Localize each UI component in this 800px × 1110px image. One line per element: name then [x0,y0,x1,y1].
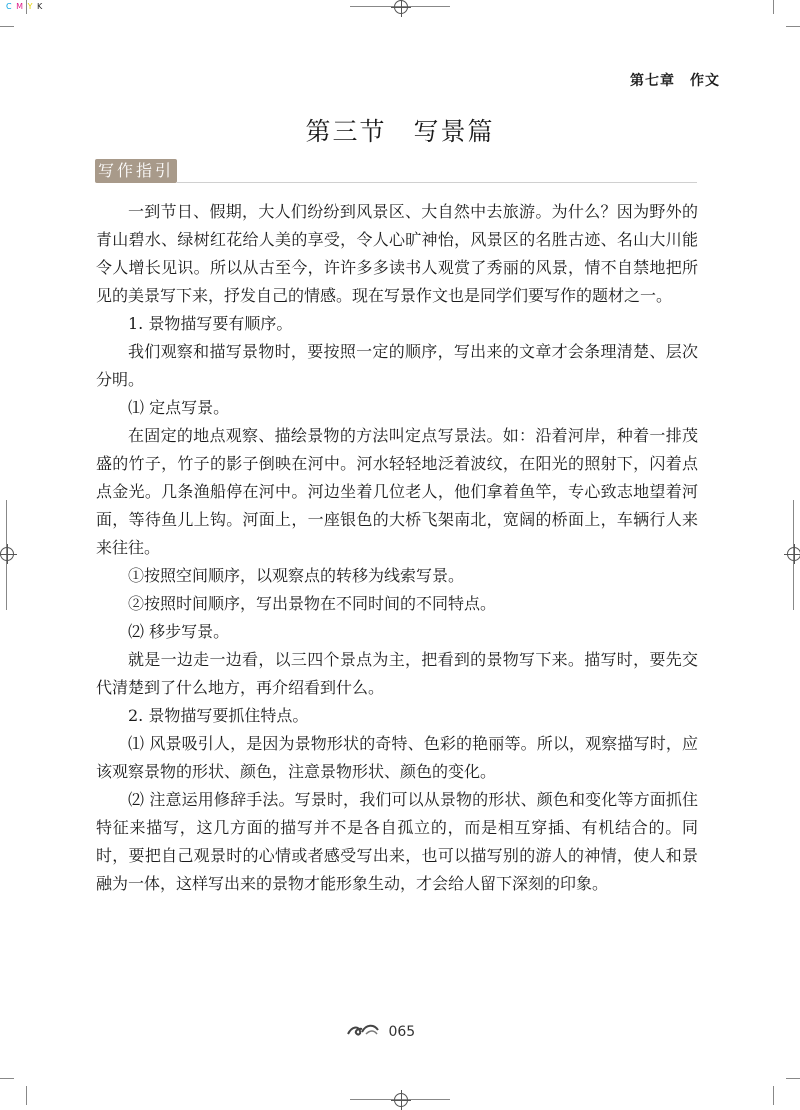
paragraph: 我们观察和描写景物时，要按照一定的顺序，写出来的文章才会条理清楚、层次分明。 [96,342,698,389]
crop-mark [0,1078,14,1079]
paragraph: ⑵ 注意运用修辞手法。写景时，我们可以从景物的形状、颜色和变化等方面抓住特征来描写，这几方面的描写并不是各自孤立的，而是相互穿插、有机结合的。同时，要把自己观景时的心情或者感受写出来，也可以描写别的游人的神情，使人和景融为一体，这样写出来的景物才能形象生动，才会给人留下深刻的印象。 [96,790,698,893]
registration-mark-right [787,547,800,561]
running-head: 第七章 作文 [630,73,720,89]
crop-mark [786,1078,800,1079]
page-number: 065 [388,1024,416,1040]
color-bar [6,2,43,11]
paragraph: ⑴ 风景吸引人，是因为景物形状的奇特、色彩的艳丽等。所以，观察描写时，应该观察景物的形状、颜色，注意景物形状、颜色的变化。 [96,734,698,781]
paragraph: ②按照时间顺序，写出景物在不同时间的不同特点。 [128,594,497,613]
registration-mark-top [394,0,408,14]
paragraph: ①按照空间顺序，以观察点的转移为线索写景。 [128,566,465,585]
paragraph: 2. 景物描写要抓住特点。 [128,706,309,725]
paragraph: 就是一边走一边看，以三四个景点为主，把看到的景物写下来。描写时，要先交代清楚到了什么地方，再介绍看到什么。 [96,650,698,697]
page-footer [346,1022,415,1042]
crop-mark [773,0,774,14]
body-text [96,198,698,898]
crop-mark [26,1086,27,1105]
paragraph: 在固定的地点观察、描绘景物的方法叫定点写景法。如：沿着河岸，种着一排茂盛的竹子，竹子的影子倒映在河中。河水轻轻地泛着波纹，在阳光的照射下，闪着点点金光。几条渔船停在河中。河边坐着几位老人，他们拿着鱼竿，专心致志地望着河面，等待鱼儿上钩。河面上，一座银色的大桥飞架南北，宽阔的桥面上，车辆行人来来往往。 [96,426,698,557]
section-badge: 写作指引 [95,159,177,183]
badge-rule [177,182,697,183]
color-bar-yellow: Y [27,2,34,11]
crop-mark [0,26,14,27]
paragraph: 1. 景物描写要有顺序。 [128,314,293,333]
crop-mark [786,26,800,27]
registration-mark-left [0,547,14,561]
swirl-icon [346,1022,380,1042]
paragraph: ⑴ 定点写景。 [128,398,230,417]
crop-mark [773,1086,774,1105]
paragraph: ⑵ 移步写景。 [128,622,230,641]
color-bar-cyan: C [6,2,13,11]
paragraph: 一到节日、假期，大人们纷纷到风景区、大自然中去旅游。为什么？因为野外的青山碧水、绿树红花给人美的享受，令人心旷神怡，风景区的名胜古迹、名山大川能令人增长见识。所以从古至今，许许多多读书人观赏了秀丽的风景，情不自禁地把所见的美景写下来，抒发自己的情感。现在写景作文也是同学们要写作的题材之一。 [96,202,698,305]
section-title: 第三节 写景篇 [305,117,495,146]
color-bar-black: K [37,2,44,11]
color-bar-magenta: M [16,2,25,11]
